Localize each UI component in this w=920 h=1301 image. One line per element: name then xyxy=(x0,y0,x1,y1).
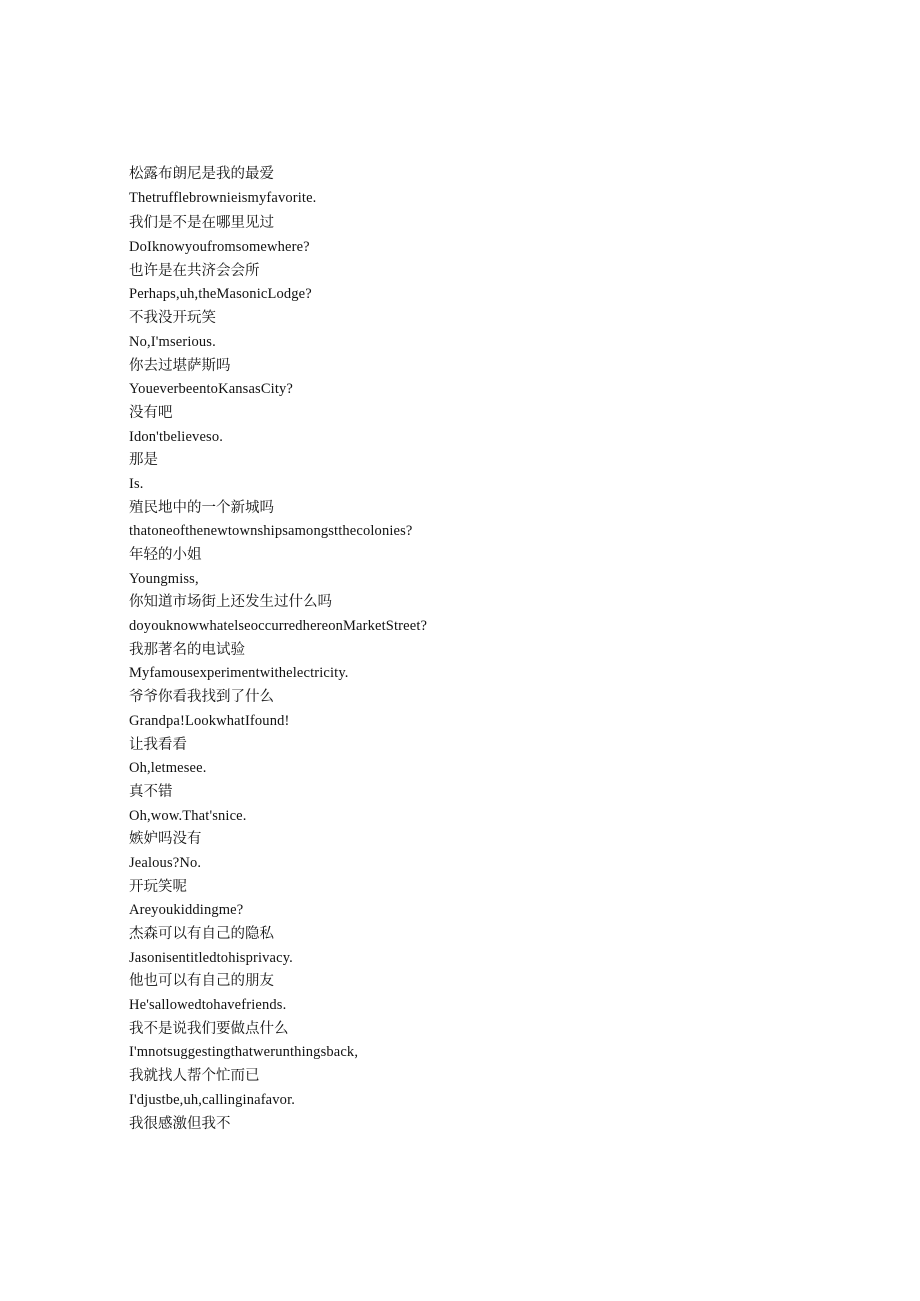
chinese-line: 杰森可以有自己的隐私 xyxy=(129,926,274,942)
english-line: Myfamousexperimentwithelectricity. xyxy=(129,665,349,682)
chinese-line: 你去过堪萨斯吗 xyxy=(129,357,231,374)
chinese-line: 真不错 xyxy=(129,783,173,800)
chinese-line: 也许是在共济会会所 xyxy=(129,262,260,279)
chinese-line: 我就找人帮个忙而已 xyxy=(129,1068,260,1085)
chinese-line: 我很感激但我不 xyxy=(129,1115,231,1132)
chinese-line: 我不是说我们要做点什么 xyxy=(129,1020,289,1037)
chinese-line: 让我看看 xyxy=(129,736,187,753)
english-line: Jasonisentitledtohisprivacy. xyxy=(129,949,293,966)
chinese-line: 没有吧 xyxy=(129,404,173,421)
subtitle-transcript xyxy=(129,163,889,1136)
english-line: Perhaps,uh,theMasonicLodge? xyxy=(129,286,312,303)
chinese-line: 爷爷你看我找到了什么 xyxy=(129,689,274,706)
english-line: doyouknowwhatelseoccurredhereonMarketStreet? xyxy=(129,618,428,635)
chinese-line: 你知道市场街上还发生过什么吗 xyxy=(129,594,332,611)
chinese-line: 嫉妒吗没有 xyxy=(129,831,202,848)
english-line: Grandpa!LookwhatIfound! xyxy=(129,712,290,729)
chinese-line: 我那著名的电试验 xyxy=(129,641,245,658)
english-line: Jealous?No. xyxy=(129,854,202,871)
english-line: DoIknowyoufromsomewhere? xyxy=(129,239,310,256)
chinese-line: 开玩笑呢 xyxy=(129,878,187,895)
english-line: Thetrufflebrownieismyfavorite. xyxy=(129,189,317,206)
english-line: Idon'tbelieveso. xyxy=(129,428,224,445)
english-line: Is. xyxy=(129,475,144,492)
english-line: No,I'mserious. xyxy=(129,333,216,350)
english-line: Oh,letmesee. xyxy=(129,760,207,777)
chinese-line: 那是 xyxy=(129,452,158,469)
english-line: Oh,wow.That'snice. xyxy=(129,807,247,824)
chinese-line: 松露布朗尼是我的最爱 xyxy=(129,166,274,182)
chinese-line: 年轻的小姐 xyxy=(129,547,202,563)
chinese-line: 他也可以有自己的朋友 xyxy=(129,973,274,990)
chinese-line: 我们是不是在哪里见过 xyxy=(129,215,274,232)
english-line: thatoneofthenewtownshipsamongstthecolonies? xyxy=(129,523,413,540)
english-line: Areyoukiddingme? xyxy=(129,902,244,919)
chinese-line: 殖民地中的一个新城吗 xyxy=(129,499,274,516)
english-line: He'sallowedtohavefriends. xyxy=(129,997,287,1014)
english-line: I'mnotsuggestingthatwerunthingsback, xyxy=(129,1044,359,1061)
english-line: Youngmiss, xyxy=(129,570,199,587)
english-line: YoueverbeentoKansasCity? xyxy=(129,381,294,398)
chinese-line: 不我没开玩笑 xyxy=(129,310,216,327)
english-line: I'djustbe,uh,callinginafavor. xyxy=(129,1091,296,1108)
